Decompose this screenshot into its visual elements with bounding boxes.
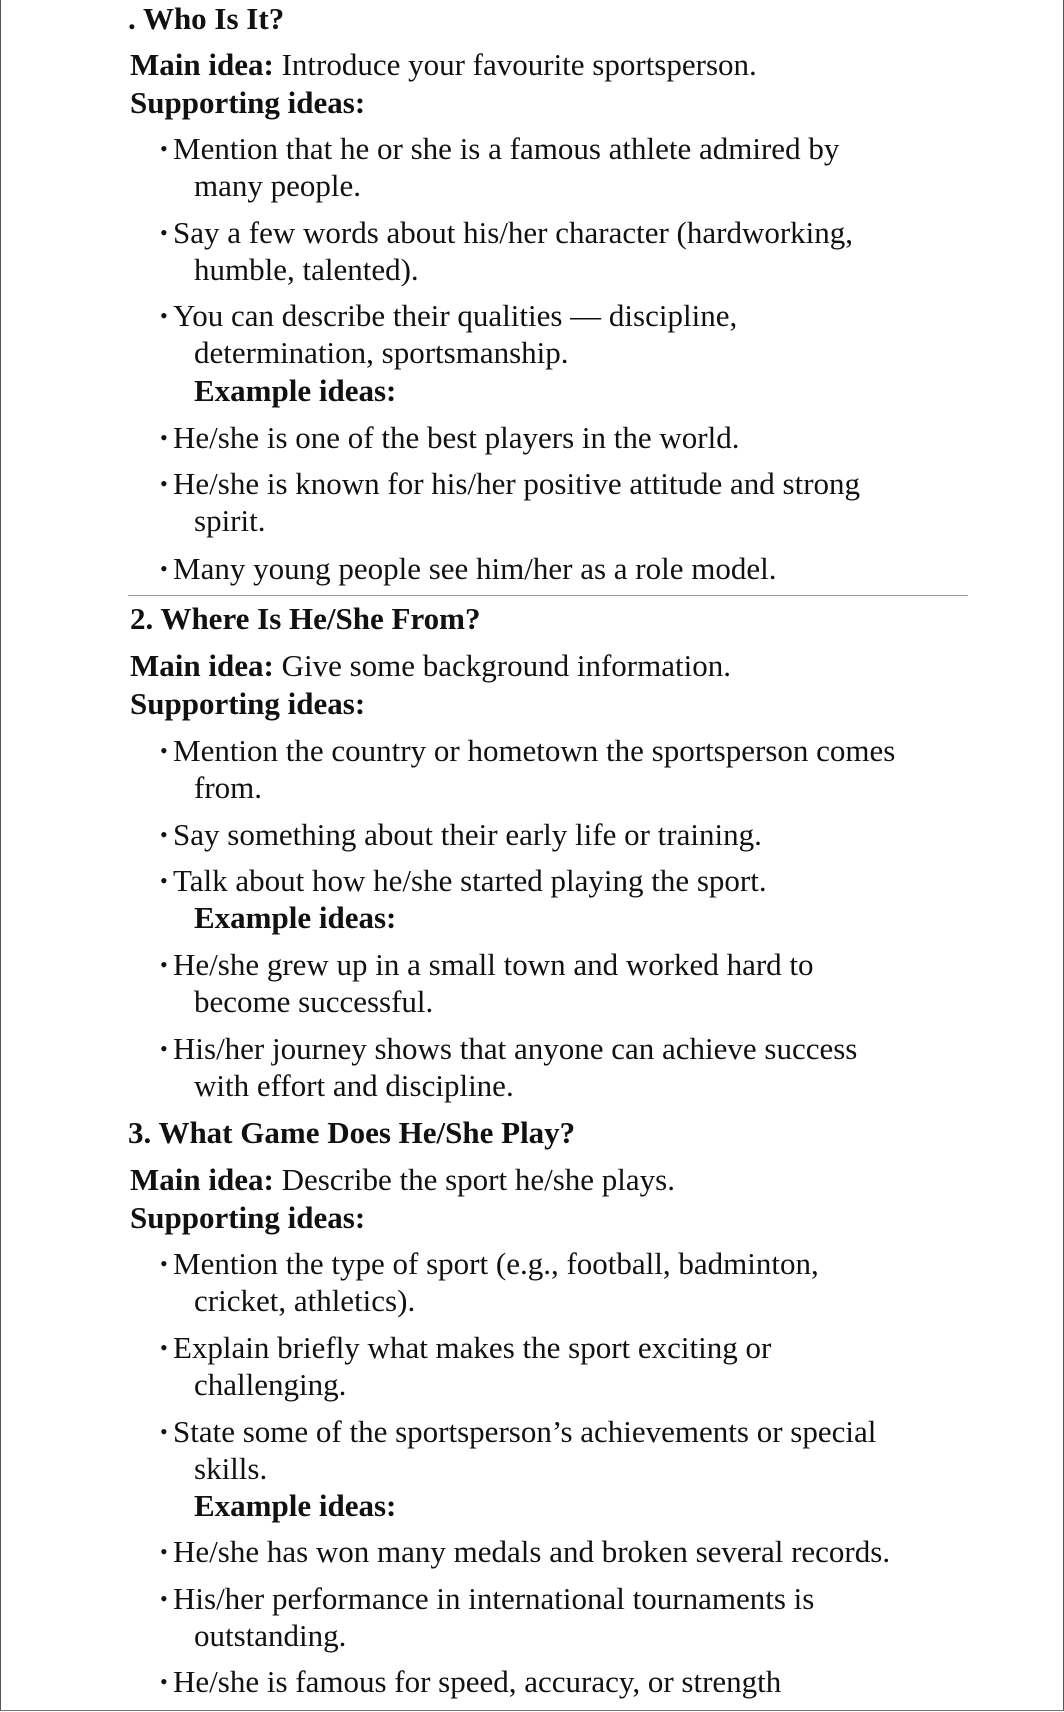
section-1-heading: . Who Is It? [128, 1, 285, 36]
section-2-supporting-2: • Say something about their early life or training. [160, 817, 762, 852]
section-3-supporting-1-line-2: cricket, athletics). [194, 1283, 416, 1318]
section-1-example-2-line-1: • He/she is known for his/her positive attitude and strong [160, 466, 861, 501]
section-3-supporting-label: Supporting ideas: [130, 1200, 366, 1235]
section-2-supporting-3: • Talk about how he/she started playing the sport. [160, 863, 767, 898]
section-3-supporting-1-line-1: • Mention the type of sport (e.g., football, badminton, [160, 1246, 819, 1281]
section-3-supporting-2-line-1: • Explain briefly what makes the sport exciting or [160, 1330, 772, 1365]
section-2-supporting-label: Supporting ideas: [130, 686, 366, 721]
section-1-supporting-1-line-2: many people. [194, 168, 362, 203]
section-3-example-2-line-2: outstanding. [194, 1618, 347, 1653]
section-1-example-label: Example ideas: [194, 373, 397, 408]
section-3-supporting-3-line-1: • State some of the sportsperson’s achievements or special [160, 1414, 877, 1449]
section-1-example-1: • He/she is one of the best players in the world. [160, 420, 740, 455]
section-1-main-idea [130, 46, 757, 83]
section-3-supporting-2-line-2: challenging. [194, 1367, 347, 1402]
section-1-supporting-1-line-1: • Mention that he or she is a famous athlete admired by [160, 131, 840, 166]
bullet-icon: • [160, 868, 168, 893]
bullet-icon: • [160, 952, 168, 977]
main-idea-text: Give some background information. [273, 648, 731, 683]
bullet-icon: • [160, 1036, 168, 1061]
section-2-supporting-1-line-1: • Mention the country or hometown the sportsperson comes [160, 733, 896, 768]
section-2-heading: 2. Where Is He/She From? [130, 601, 481, 636]
section-1-example-3: • Many young people see him/her as a role model. [160, 551, 777, 586]
section-3-heading: 3. What Game Does He/She Play? [128, 1115, 576, 1150]
section-2-example-1-line-1: • He/she grew up in a small town and worked hard to [160, 947, 814, 982]
section-3-example-2-line-1: • His/her performance in international tournaments is [160, 1581, 815, 1616]
main-idea-text: Introduce your favourite sportsperson. [273, 47, 757, 82]
bullet-icon: • [160, 220, 168, 245]
section-2-supporting-1-line-2: from. [194, 770, 263, 805]
section-1-example-2-line-2: spirit. [194, 503, 266, 538]
section-2-example-label: Example ideas: [194, 900, 397, 935]
section-3-example-label: Example ideas: [194, 1488, 397, 1523]
bullet-icon: • [160, 303, 168, 328]
main-idea-label: Main idea: [130, 47, 274, 82]
section-1-supporting-2-line-1: • Say a few words about his/her character (hardworking, [160, 215, 854, 250]
section-2-example-2-line-2: with effort and discipline. [194, 1068, 514, 1103]
section-2-example-2-line-1: • His/her journey shows that anyone can achieve success [160, 1031, 858, 1066]
section-1-supporting-3-line-1: • You can describe their qualities — discipline, [160, 298, 738, 333]
bullet-icon: • [160, 1539, 168, 1564]
bullet-icon: • [160, 471, 168, 496]
section-1-supporting-3-line-2: determination, sportsmanship. [194, 335, 569, 370]
section-3-main-idea [130, 1161, 675, 1198]
bullet-icon: • [160, 556, 168, 581]
section-3-example-3: • He/she is famous for speed, accuracy, or strength [160, 1664, 782, 1699]
bullet-icon: • [160, 1251, 168, 1276]
section-divider [128, 595, 968, 596]
main-idea-label: Main idea: [130, 648, 274, 683]
bullet-icon: • [160, 1669, 168, 1694]
bullet-icon: • [160, 822, 168, 847]
main-idea-text: Describe the sport he/she plays. [273, 1162, 675, 1197]
section-2-example-1-line-2: become successful. [194, 984, 434, 1019]
section-3-supporting-3-line-2: skills. [194, 1451, 268, 1486]
bullet-icon: • [160, 738, 168, 763]
section-1-supporting-2-line-2: humble, talented). [194, 252, 419, 287]
section-3-example-1: • He/she has won many medals and broken several records. [160, 1534, 891, 1569]
section-2-main-idea [130, 647, 731, 684]
main-idea-label: Main idea: [130, 1162, 274, 1197]
section-1-supporting-label: Supporting ideas: [130, 85, 366, 120]
bullet-icon: • [160, 136, 168, 161]
bullet-icon: • [160, 1419, 168, 1444]
bullet-icon: • [160, 425, 168, 450]
bullet-icon: • [160, 1586, 168, 1611]
bullet-icon: • [160, 1335, 168, 1360]
